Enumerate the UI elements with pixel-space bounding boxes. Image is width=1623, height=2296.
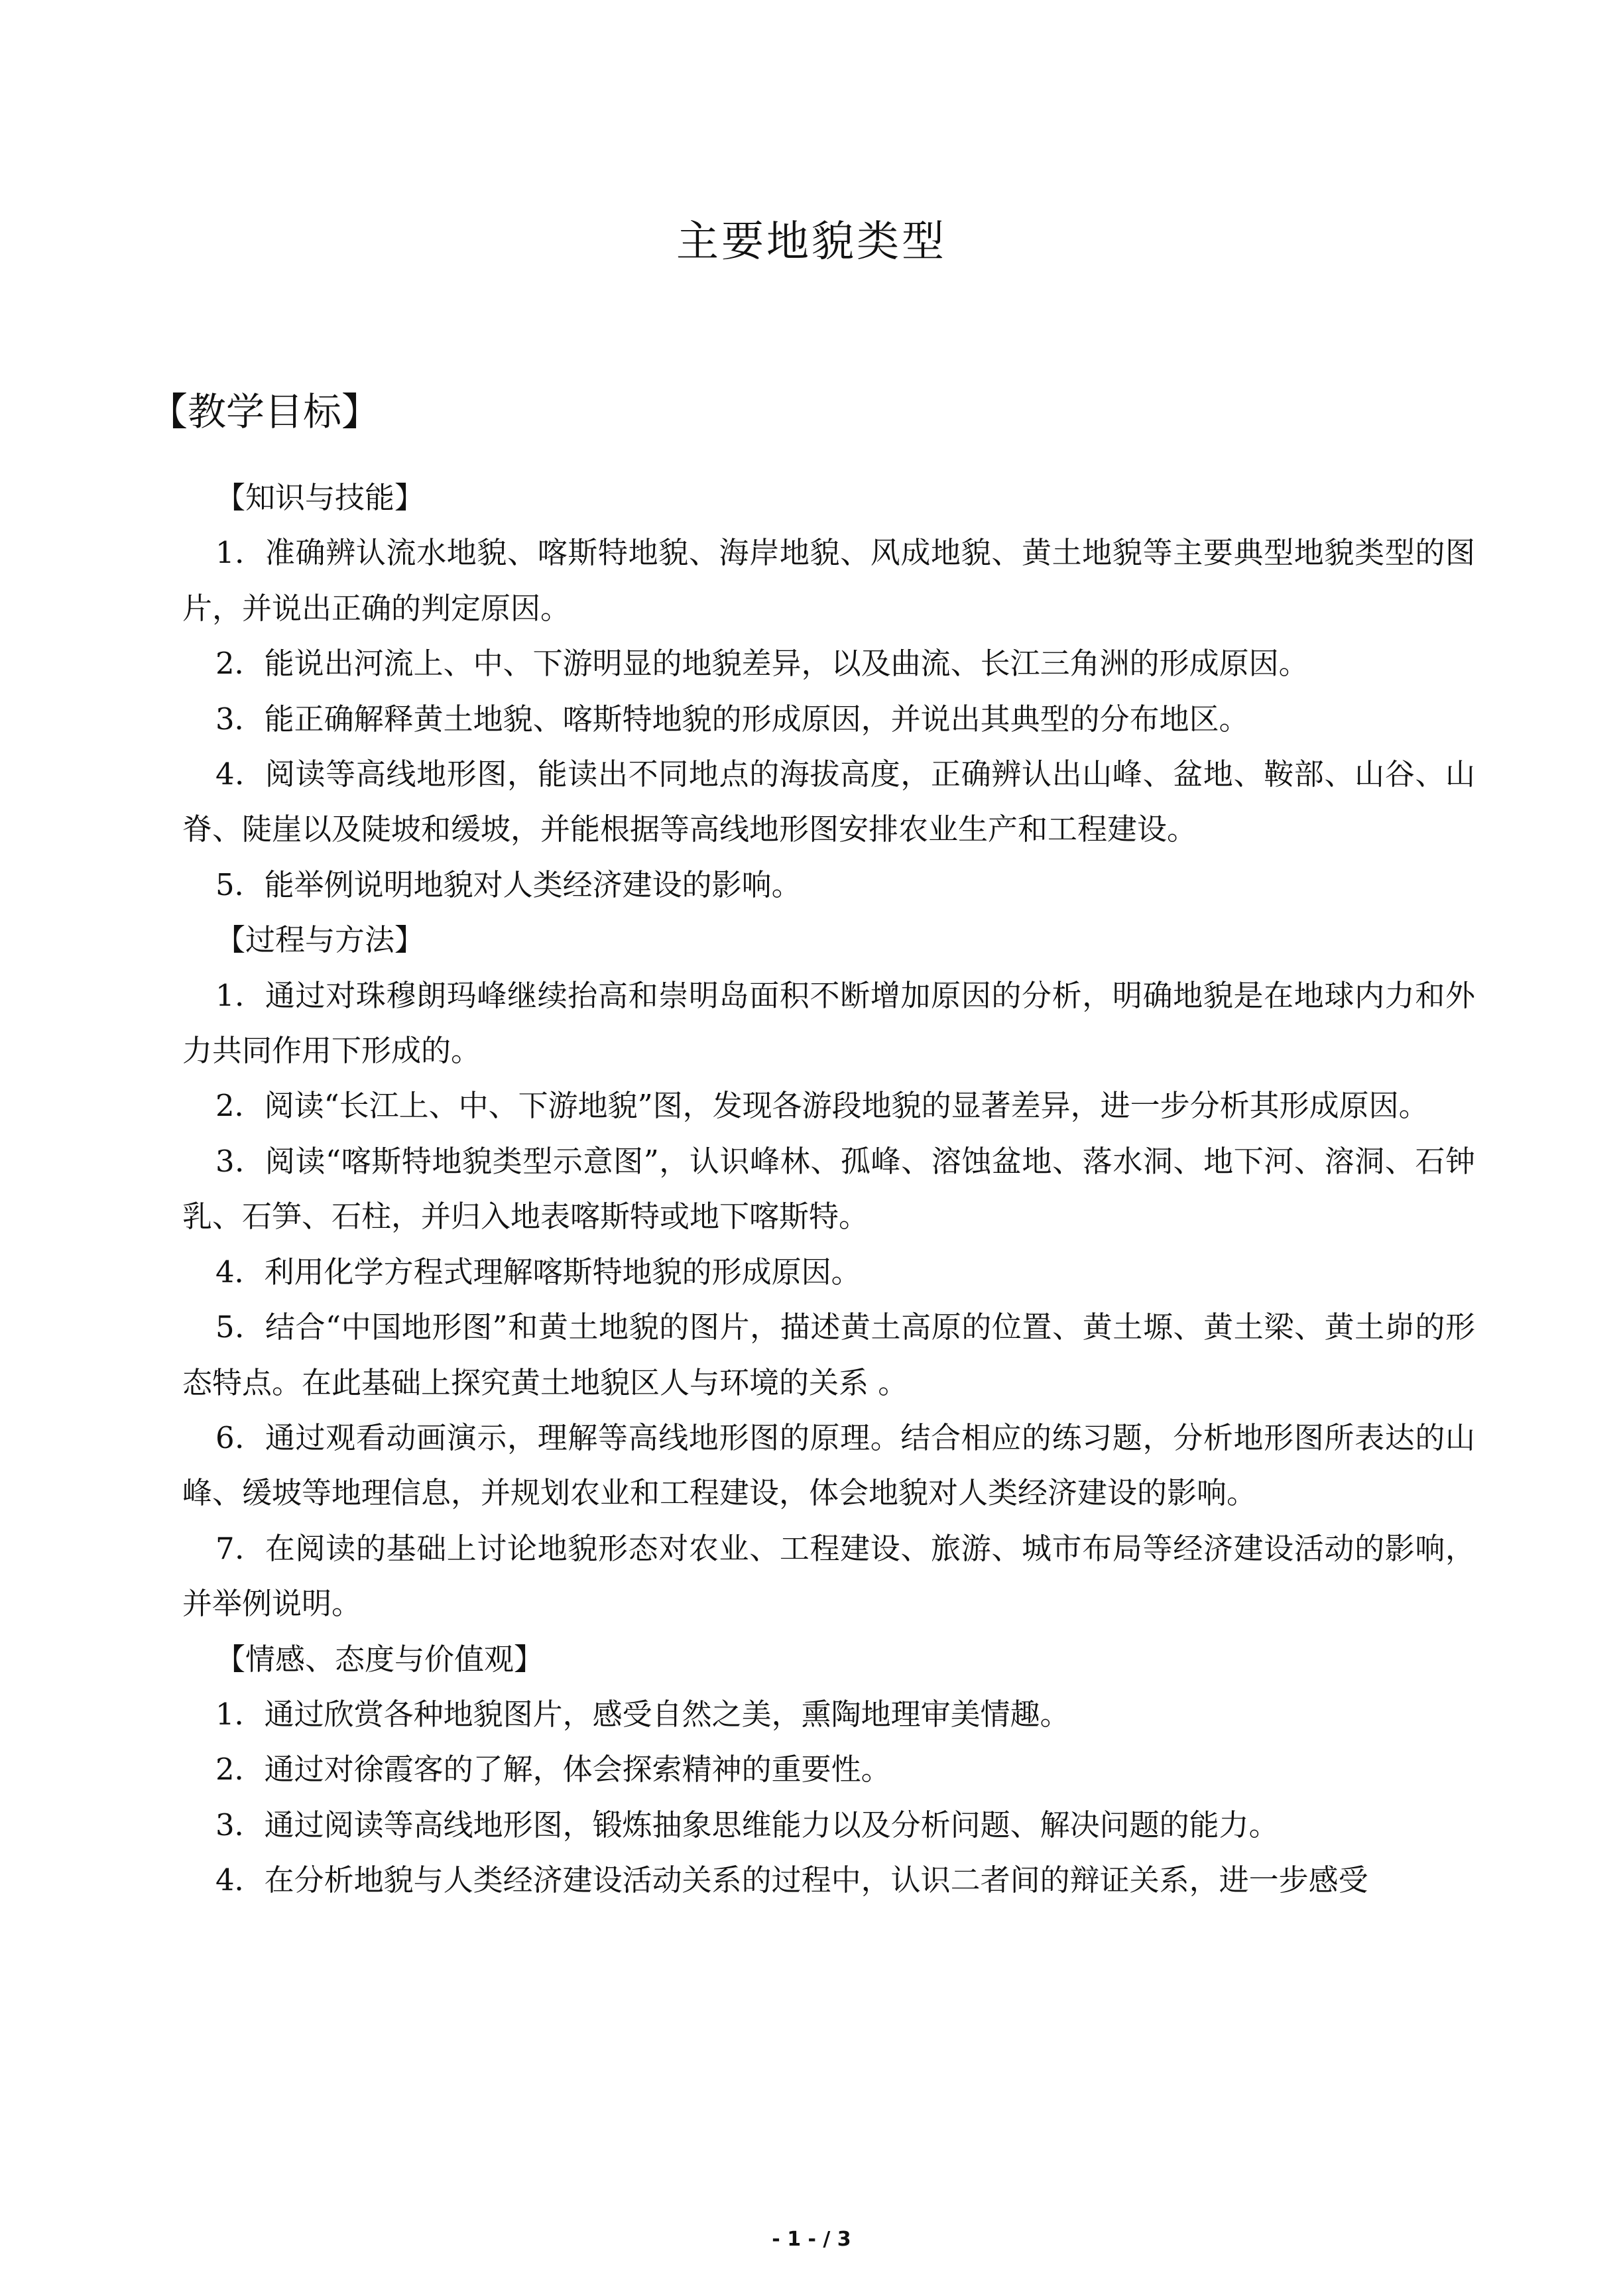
paragraph: 5．能举例说明地貌对人类经济建设的影响。 bbox=[215, 867, 802, 902]
paragraph: 7．在阅读的基础上讨论地貌形态对农业、工程建设、旅游、城市布局等经济建设活动的影响，并举例说明。 bbox=[182, 1530, 1475, 1622]
paragraph: 2．阅读“长江上、中、下游地貌”图，发现各游段地貌的显著差异，进一步分析其形成原因。 bbox=[215, 1088, 1429, 1124]
subheading-values: 【情感、态度与价值观】 bbox=[215, 1641, 544, 1677]
paragraph: 1．通过对珠穆朗玛峰继续抬高和崇明岛面积不断增加原因的分析，明确地貌是在地球内力和外力共同作用下形成的。 bbox=[182, 977, 1475, 1069]
section-heading: 【教学目标】 bbox=[149, 389, 381, 434]
subheading-knowledge: 【知识与技能】 bbox=[215, 480, 425, 515]
paragraph: 3．通过阅读等高线地形图，锻炼抽象思维能力以及分析问题、解决问题的能力。 bbox=[215, 1807, 1279, 1843]
paragraph: 2．通过对徐霞客的了解，体会探索精神的重要性。 bbox=[215, 1752, 891, 1787]
paragraph: 5．结合“中国地形图”和黄土地貌的图片，描述黄土高原的位置、黄土塬、黄土梁、黄土峁的形态特点。在此基础上探究黄土地貌区人与环境的关系 。 bbox=[182, 1309, 1475, 1400]
page-title: 主要地貌类型 bbox=[676, 217, 947, 267]
paragraph: 4．利用化学方程式理解喀斯特地貌的形成原因。 bbox=[215, 1254, 861, 1290]
paragraph: 6．通过观看动画演示，理解等高线地形图的原理。结合相应的练习题，分析地形图所表达的山峰、缓坡等地理信息，并规划农业和工程建设，体会地貌对人类经济建设的影响。 bbox=[182, 1420, 1475, 1511]
paragraph: 3．能正确解释黄土地貌、喀斯特地貌的形成原因，并说出其典型的分布地区。 bbox=[215, 701, 1249, 737]
paragraph: 1．准确辨认流水地貌、喀斯特地貌、海岸地貌、风成地貌、黄土地貌等主要典型地貌类型的图片，并说出正确的判定原因。 bbox=[182, 535, 1475, 626]
subheading-process: 【过程与方法】 bbox=[215, 922, 425, 958]
paragraph: 4．阅读等高线地形图，能读出不同地点的海拔高度，正确辨认出山峰、盆地、鞍部、山谷、山脊、陡崖以及陡坡和缓坡，并能根据等高线地形图安排农业生产和工程建设。 bbox=[182, 756, 1475, 847]
paragraph: 4．在分析地貌与人类经济建设活动关系的过程中，认识二者间的辩证关系，进一步感受 bbox=[215, 1862, 1368, 1898]
paragraph: 3．阅读“喀斯特地貌类型示意图”，认识峰林、孤峰、溶蚀盆地、落水洞、地下河、溶洞、石钟乳、石笋、石柱，并归入地表喀斯特或地下喀斯特。 bbox=[182, 1143, 1475, 1235]
paragraph: 1．通过欣赏各种地貌图片，感受自然之美，熏陶地理审美情趣。 bbox=[215, 1696, 1070, 1732]
document-body bbox=[182, 470, 1475, 1908]
paragraph: 2．能说出河流上、中、下游明显的地貌差异，以及曲流、长江三角洲的形成原因。 bbox=[215, 646, 1309, 682]
page-number: - 1 - / 3 bbox=[772, 2228, 851, 2251]
